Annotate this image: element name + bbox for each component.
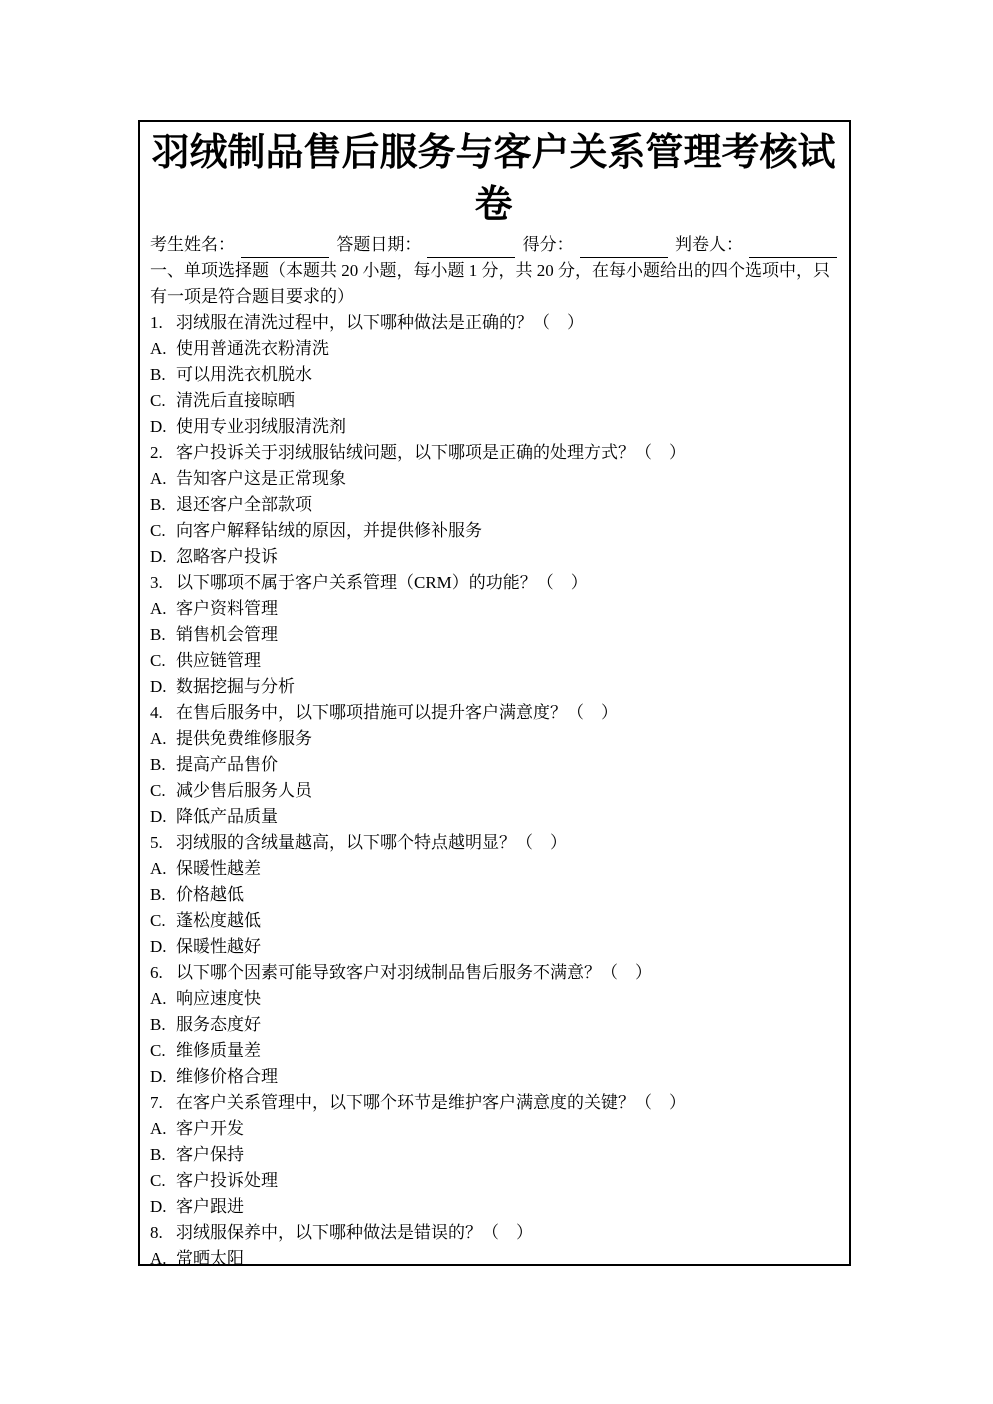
option-label: D. xyxy=(150,677,167,696)
option-label: B. xyxy=(150,365,166,384)
question-3-option-b xyxy=(150,622,837,648)
option-label: D. xyxy=(150,937,167,956)
question-7 xyxy=(150,1090,837,1220)
candidate-name-blank[interactable] xyxy=(241,238,329,258)
question-text: 羽绒服保养中，以下哪种做法是错误的？（ ） xyxy=(176,1223,533,1242)
option-label: C. xyxy=(150,1171,166,1190)
option-label: B. xyxy=(150,1015,166,1034)
option-label: C. xyxy=(150,521,166,540)
grader-field xyxy=(675,232,837,258)
question-2-option-a xyxy=(150,466,837,492)
question-4-option-c xyxy=(150,778,837,804)
option-label: C. xyxy=(150,781,166,800)
exam-body xyxy=(150,258,837,1272)
option-text: 客户投诉处理 xyxy=(176,1171,278,1190)
option-text: 维修价格合理 xyxy=(176,1067,278,1086)
question-1-option-a xyxy=(150,336,837,362)
option-text: 可以用洗衣机脱水 xyxy=(176,365,312,384)
question-7-option-b xyxy=(150,1142,837,1168)
question-1-stem xyxy=(150,310,837,336)
question-text: 客户投诉关于羽绒服钻绒问题，以下哪项是正确的处理方式？（ ） xyxy=(176,443,686,462)
question-text: 以下哪项不属于客户关系管理（CRM）的功能？（ ） xyxy=(176,573,588,592)
option-label: A. xyxy=(150,469,167,488)
question-6-stem xyxy=(150,960,837,986)
question-5-option-b xyxy=(150,882,837,908)
question-7-option-c xyxy=(150,1168,837,1194)
option-label: A. xyxy=(150,1119,167,1138)
option-label: A. xyxy=(150,729,167,748)
question-3-option-d xyxy=(150,674,837,700)
question-6-option-a xyxy=(150,986,837,1012)
question-text: 在客户关系管理中，以下哪个环节是维护客户满意度的关键？（ ） xyxy=(176,1093,686,1112)
option-text: 清洗后直接晾晒 xyxy=(176,391,295,410)
option-text: 减少售后服务人员 xyxy=(176,781,312,800)
question-4 xyxy=(150,700,837,830)
question-6-option-d xyxy=(150,1064,837,1090)
option-text: 服务态度好 xyxy=(176,1015,261,1034)
question-6-option-b xyxy=(150,1012,837,1038)
option-label: A. xyxy=(150,599,167,618)
question-4-option-b xyxy=(150,752,837,778)
question-4-option-d xyxy=(150,804,837,830)
question-3 xyxy=(150,570,837,700)
grader-label: 判卷人： xyxy=(674,235,743,254)
exam-title: 羽绒制品售后服务与客户关系管理考核试卷 xyxy=(151,132,836,226)
option-text: 销售机会管理 xyxy=(176,625,278,644)
question-8 xyxy=(150,1220,837,1272)
option-label: B. xyxy=(150,885,166,904)
question-5-stem xyxy=(150,830,837,856)
option-text: 使用普通洗衣粉清洗 xyxy=(176,339,329,358)
option-text: 客户开发 xyxy=(176,1119,244,1138)
option-label: D. xyxy=(150,1197,167,1216)
option-text: 降低产品质量 xyxy=(176,807,278,826)
option-text: 客户资料管理 xyxy=(176,599,278,618)
option-text: 数据挖掘与分析 xyxy=(176,677,295,696)
question-number: 8. xyxy=(150,1223,163,1242)
candidate-name-field xyxy=(150,232,329,258)
option-text: 忽略客户投诉 xyxy=(176,547,278,566)
option-label: C. xyxy=(150,911,166,930)
option-label: A. xyxy=(150,339,167,358)
question-6 xyxy=(150,960,837,1090)
question-3-option-c xyxy=(150,648,837,674)
option-text: 向客户解释钻绒的原因，并提供修补服务 xyxy=(176,521,482,540)
question-number: 1. xyxy=(150,313,163,332)
option-label: A. xyxy=(150,859,167,878)
score-label: 得分： xyxy=(522,235,574,254)
answer-date-field xyxy=(336,232,515,258)
question-2-option-b xyxy=(150,492,837,518)
option-text: 退还客户全部款项 xyxy=(176,495,312,514)
option-text: 告知客户这是正常现象 xyxy=(176,469,346,488)
option-text: 提高产品售价 xyxy=(176,755,278,774)
question-7-stem xyxy=(150,1090,837,1116)
question-5-option-c xyxy=(150,908,837,934)
question-1-option-d xyxy=(150,414,837,440)
question-3-option-a xyxy=(150,596,837,622)
question-7-option-a xyxy=(150,1116,837,1142)
question-number: 5. xyxy=(150,833,163,852)
question-text: 羽绒服在清洗过程中，以下哪种做法是正确的？（ ） xyxy=(176,313,584,332)
exam-info-row xyxy=(150,232,837,258)
question-5-option-d xyxy=(150,934,837,960)
question-text: 羽绒服的含绒量越高，以下哪个特点越明显？（ ） xyxy=(176,833,567,852)
option-text: 价格越低 xyxy=(176,885,244,904)
question-6-option-c xyxy=(150,1038,837,1064)
question-5 xyxy=(150,830,837,960)
option-label: A. xyxy=(150,989,167,1008)
question-8-stem xyxy=(150,1220,837,1246)
question-4-stem xyxy=(150,700,837,726)
exam-sheet xyxy=(138,120,851,1266)
question-number: 7. xyxy=(150,1093,163,1112)
option-label: B. xyxy=(150,755,166,774)
option-text: 客户保持 xyxy=(176,1145,244,1164)
option-text: 供应链管理 xyxy=(176,651,261,670)
question-4-option-a xyxy=(150,726,837,752)
option-text: 使用专业羽绒服清洗剂 xyxy=(176,417,346,436)
option-text: 常晒太阳 xyxy=(176,1249,244,1268)
option-label: A. xyxy=(150,1249,167,1268)
score-blank[interactable] xyxy=(580,238,668,258)
option-label: B. xyxy=(150,1145,166,1164)
grader-blank[interactable] xyxy=(749,238,837,258)
option-text: 响应速度快 xyxy=(176,989,261,1008)
question-3-stem xyxy=(150,570,837,596)
option-label: B. xyxy=(150,495,166,514)
question-text: 在售后服务中，以下哪项措施可以提升客户满意度？（ ） xyxy=(176,703,618,722)
question-2 xyxy=(150,440,837,570)
question-2-option-c xyxy=(150,518,837,544)
answer-date-label: 答题日期： xyxy=(336,235,422,254)
question-number: 4. xyxy=(150,703,163,722)
question-number: 2. xyxy=(150,443,163,462)
option-text: 保暖性越差 xyxy=(176,859,261,878)
question-8-option-a xyxy=(150,1246,837,1272)
option-label: C. xyxy=(150,651,166,670)
question-number: 3. xyxy=(150,573,163,592)
option-text: 维修质量差 xyxy=(176,1041,261,1060)
option-label: D. xyxy=(150,547,167,566)
option-text: 提供免费维修服务 xyxy=(176,729,312,748)
option-label: D. xyxy=(150,417,167,436)
score-field xyxy=(523,232,668,258)
option-label: C. xyxy=(150,391,166,410)
option-label: D. xyxy=(150,807,167,826)
question-1-option-c xyxy=(150,388,837,414)
section-1-heading: 一、单项选择题（本题共 20 小题，每小题 1 分，共 20 分，在每小题给出的四个选项中，只有一项是符合题目要求的） xyxy=(150,261,830,306)
option-text: 保暖性越好 xyxy=(176,937,261,956)
option-label: B. xyxy=(150,625,166,644)
questions-list xyxy=(150,310,837,1272)
option-text: 客户跟进 xyxy=(176,1197,244,1216)
question-2-stem xyxy=(150,440,837,466)
question-5-option-a xyxy=(150,856,837,882)
option-label: D. xyxy=(150,1067,167,1086)
option-text: 蓬松度越低 xyxy=(176,911,261,930)
answer-date-blank[interactable] xyxy=(427,238,515,258)
candidate-name-label: 考生姓名： xyxy=(150,235,235,254)
question-text: 以下哪个因素可能导致客户对羽绒制品售后服务不满意？（ ） xyxy=(176,963,652,982)
question-2-option-d xyxy=(150,544,837,570)
question-7-option-d xyxy=(150,1194,837,1220)
question-1-option-b xyxy=(150,362,837,388)
question-1 xyxy=(150,310,837,440)
option-label: C. xyxy=(150,1041,166,1060)
question-number: 6. xyxy=(150,963,163,982)
